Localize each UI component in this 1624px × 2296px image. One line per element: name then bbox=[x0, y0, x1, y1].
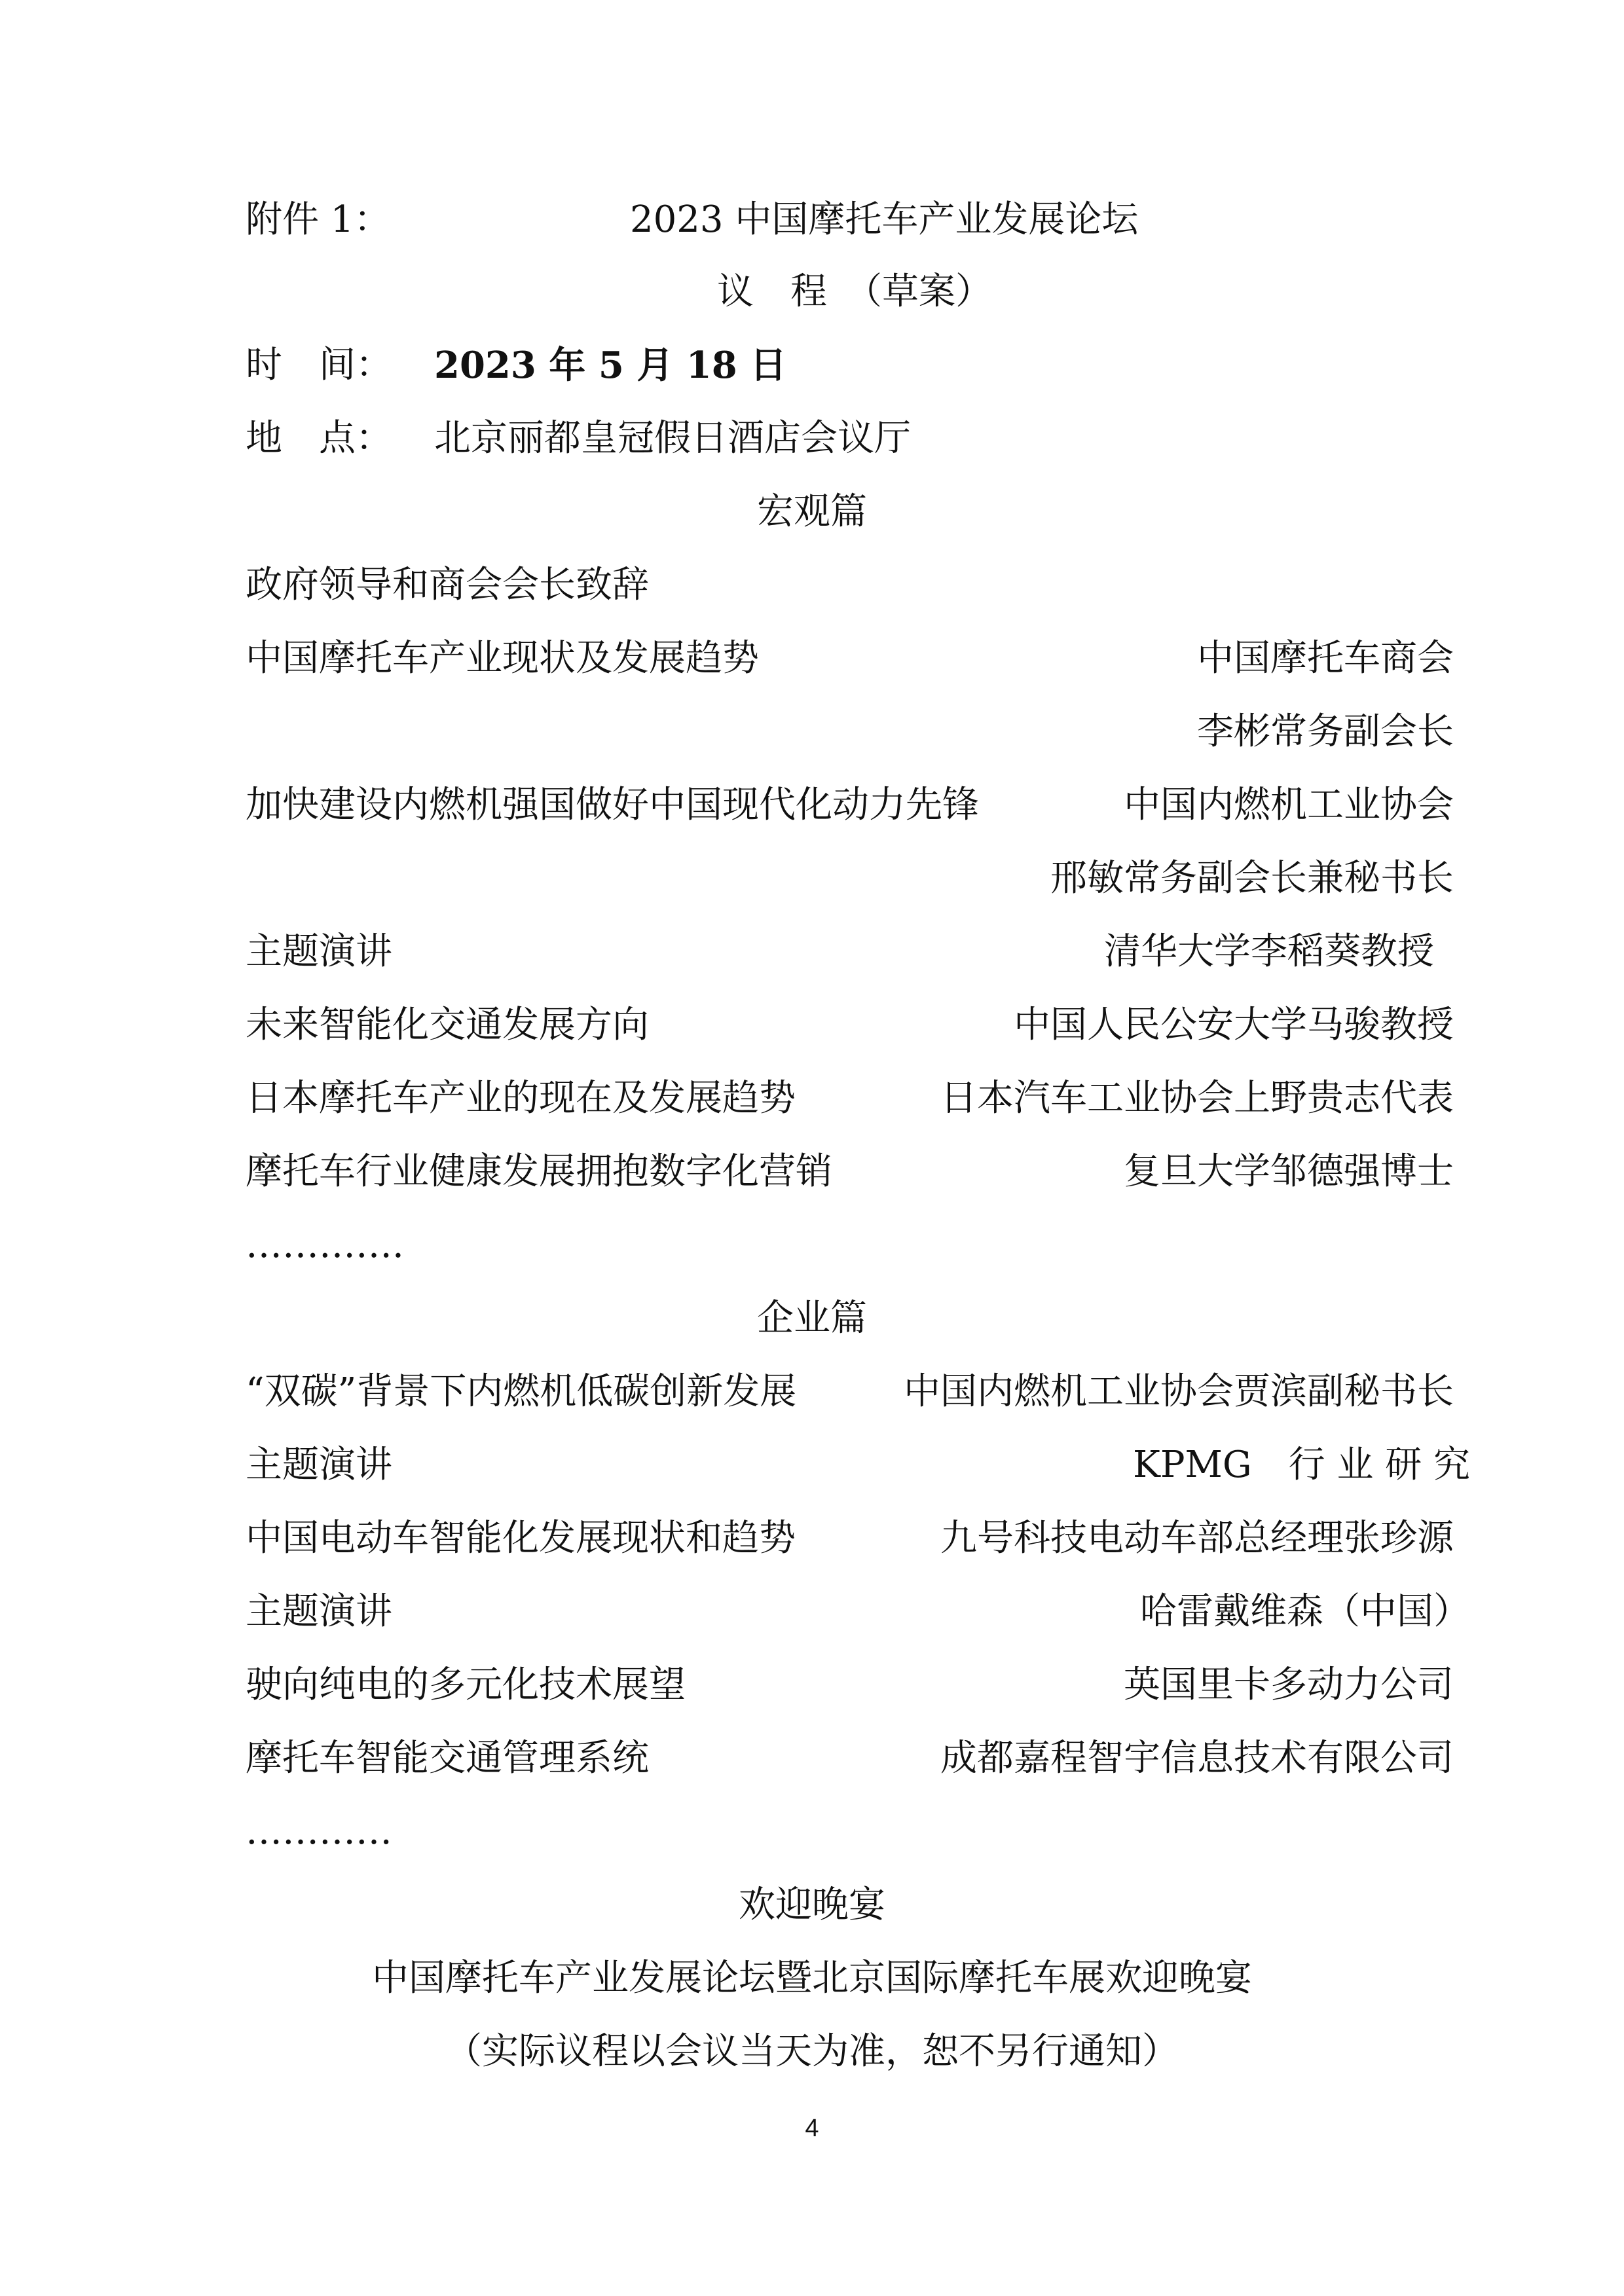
agenda-speaker: 清华大学李稻葵教授 bbox=[1104, 930, 1434, 973]
agenda-speaker: 邢敏常务副会长兼秘书长 bbox=[1050, 857, 1454, 900]
agenda-topic: 日本摩托车产业的现在及发展趋势 bbox=[246, 1077, 796, 1120]
agenda-topic: 主题演讲 bbox=[246, 1590, 392, 1633]
time-label: 时 间： bbox=[246, 344, 392, 386]
agenda-topic: 主题演讲 bbox=[246, 930, 392, 973]
agenda-speaker: 中国内燃机工业协会 bbox=[1124, 784, 1454, 826]
section-heading-enterprise: 企业篇 bbox=[757, 1297, 867, 1339]
agenda-topic: 驶向纯电的多元化技术展望 bbox=[246, 1664, 686, 1706]
agenda-speaker: 复旦大学邹德强博士 bbox=[1124, 1150, 1454, 1193]
section-ellipsis: …………. bbox=[246, 1224, 404, 1266]
agenda-speaker: 哈雷戴维森（中国） bbox=[1140, 1590, 1470, 1633]
agenda-speaker: 英国里卡多动力公司 bbox=[1124, 1664, 1454, 1706]
agenda-topic: 中国摩托车产业现状及发展趋势 bbox=[246, 637, 759, 680]
agenda-speaker: 中国人民公安大学马骏教授 bbox=[1014, 1004, 1454, 1046]
agenda-speaker: 九号科技电动车部总经理张珍源 bbox=[940, 1517, 1454, 1559]
agenda-topic: 摩托车行业健康发展拥抱数字化营销 bbox=[246, 1150, 832, 1193]
place-value: 北京丽都皇冠假日酒店会议厅 bbox=[434, 417, 911, 460]
agenda-topic: 摩托车智能交通管理系统 bbox=[246, 1737, 649, 1779]
section-heading-macro: 宏观篇 bbox=[757, 490, 867, 533]
section-ellipsis: ………… bbox=[246, 1810, 392, 1853]
page-number: 4 bbox=[805, 2115, 819, 2142]
agenda-topic: 中国电动车智能化发展现状和趋势 bbox=[246, 1517, 796, 1559]
agenda-speaker: 日本汽车工业协会上野贵志代表 bbox=[940, 1077, 1454, 1120]
place-label: 地 点： bbox=[246, 417, 392, 460]
attachment-label: 附件 1： bbox=[246, 198, 391, 241]
document-subtitle: 议 程 （草案） bbox=[717, 270, 992, 313]
time-value: 2023 年 5 月 18 日 bbox=[434, 344, 787, 387]
agenda-speaker: 中国摩托车商会 bbox=[1197, 637, 1454, 680]
agenda-speaker: 中国内燃机工业协会贾滨副秘书长 bbox=[904, 1370, 1454, 1413]
banquet-description: 中国摩托车产业发展论坛暨北京国际摩托车展欢迎晚宴 bbox=[372, 1957, 1252, 1999]
section-heading-banquet: 欢迎晚宴 bbox=[739, 1884, 885, 1926]
agenda-speaker: 李彬常务副会长 bbox=[1197, 710, 1454, 753]
document-title: 2023 中国摩托车产业发展论坛 bbox=[630, 198, 1139, 241]
agenda-note: （实际议程以会议当天为准，恕不另行通知） bbox=[445, 2030, 1179, 2073]
agenda-speaker: 成都嘉程智宇信息技术有限公司 bbox=[940, 1737, 1454, 1779]
agenda-topic: 加快建设内燃机强国做好中国现代化动力先锋 bbox=[246, 784, 979, 826]
agenda-topic: “双碳”背景下内燃机低碳创新发展 bbox=[246, 1370, 797, 1413]
agenda-topic: 政府领导和商会会长致辞 bbox=[246, 564, 649, 606]
agenda-topic: 主题演讲 bbox=[246, 1444, 392, 1486]
agenda-topic: 未来智能化交通发展方向 bbox=[246, 1004, 649, 1046]
agenda-speaker: KPMG 行 业 研 究 bbox=[1133, 1444, 1470, 1486]
